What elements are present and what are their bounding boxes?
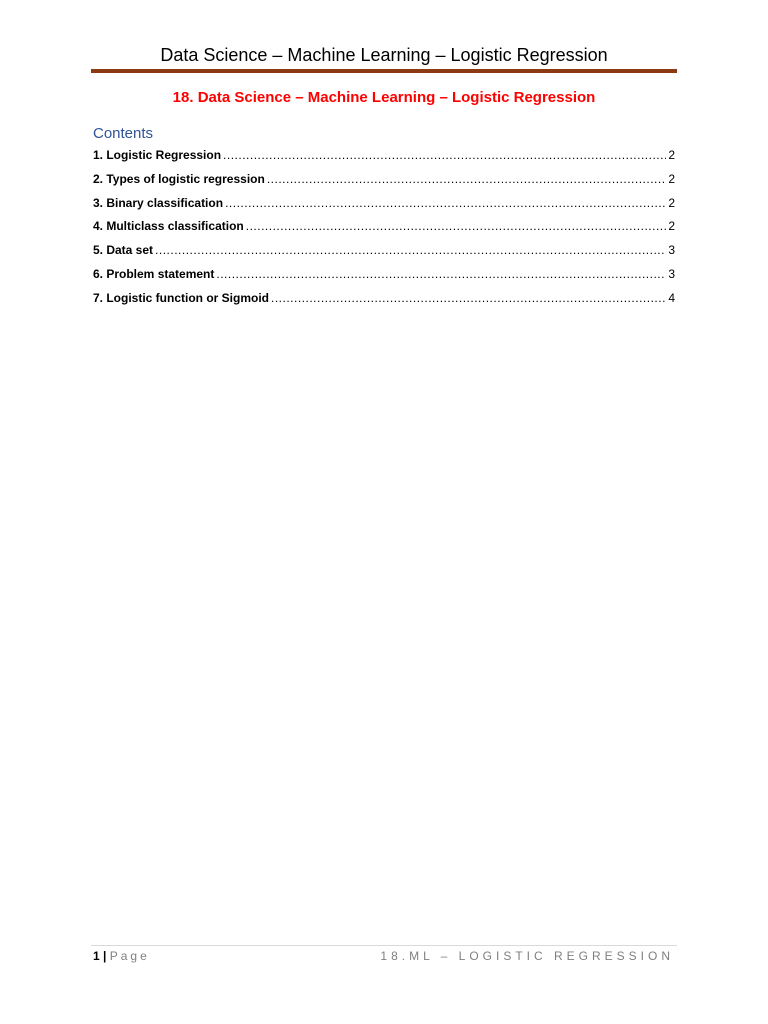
toc-entry-label: 7. Logistic function or Sigmoid — [93, 290, 269, 305]
footer-rule — [91, 945, 677, 946]
toc-entry-page: 2 — [668, 148, 675, 162]
toc-entry[interactable] — [93, 146, 675, 170]
toc-entry-label: 1. Logistic Regression — [93, 148, 222, 162]
footer-separator: | — [103, 949, 107, 963]
toc-entry-label: 3. Binary classification — [93, 195, 224, 210]
footer-running-title: 18.ML – LOGISTIC REGRESSION — [380, 949, 674, 963]
toc-entry[interactable] — [93, 265, 675, 289]
table-of-contents — [93, 146, 675, 313]
document-title: 18. Data Science – Machine Learning – Logistic Regression — [172, 89, 596, 106]
toc-dot-leader — [223, 146, 666, 164]
toc-entry[interactable] — [93, 170, 675, 194]
footer-page-indicator — [93, 948, 150, 964]
toc-entry[interactable] — [93, 217, 675, 241]
toc-entry-page: 3 — [668, 266, 675, 281]
header-rule — [91, 69, 677, 73]
footer-page-word: Page — [109, 949, 150, 963]
toc-dot-leader — [271, 289, 666, 307]
toc-entry-page: 2 — [668, 171, 675, 186]
toc-entry-page: 2 — [668, 219, 675, 234]
toc-entry-page: 2 — [668, 195, 675, 210]
toc-entry-label: 2. Types of logistic regression — [93, 171, 265, 186]
toc-entry-label: 4. Multiclass classification — [93, 219, 244, 234]
page-header-title: Data Science – Machine Learning – Logistic Regression — [160, 45, 608, 65]
toc-entry[interactable] — [93, 289, 675, 313]
toc-dot-leader — [267, 170, 666, 188]
toc-entry[interactable] — [93, 194, 675, 218]
toc-dot-leader — [155, 241, 666, 259]
toc-entry-page: 4 — [668, 290, 675, 305]
toc-entry[interactable] — [93, 241, 675, 265]
toc-dot-leader — [216, 265, 666, 283]
toc-entry-label: 5. Data set — [93, 243, 154, 258]
contents-heading: Contents — [93, 125, 154, 142]
toc-dot-leader — [225, 194, 666, 212]
toc-entry-label: 6. Problem statement — [93, 266, 215, 281]
toc-dot-leader — [246, 217, 667, 235]
footer-page-number: 1 — [93, 949, 100, 963]
toc-entry-page: 3 — [668, 243, 675, 258]
